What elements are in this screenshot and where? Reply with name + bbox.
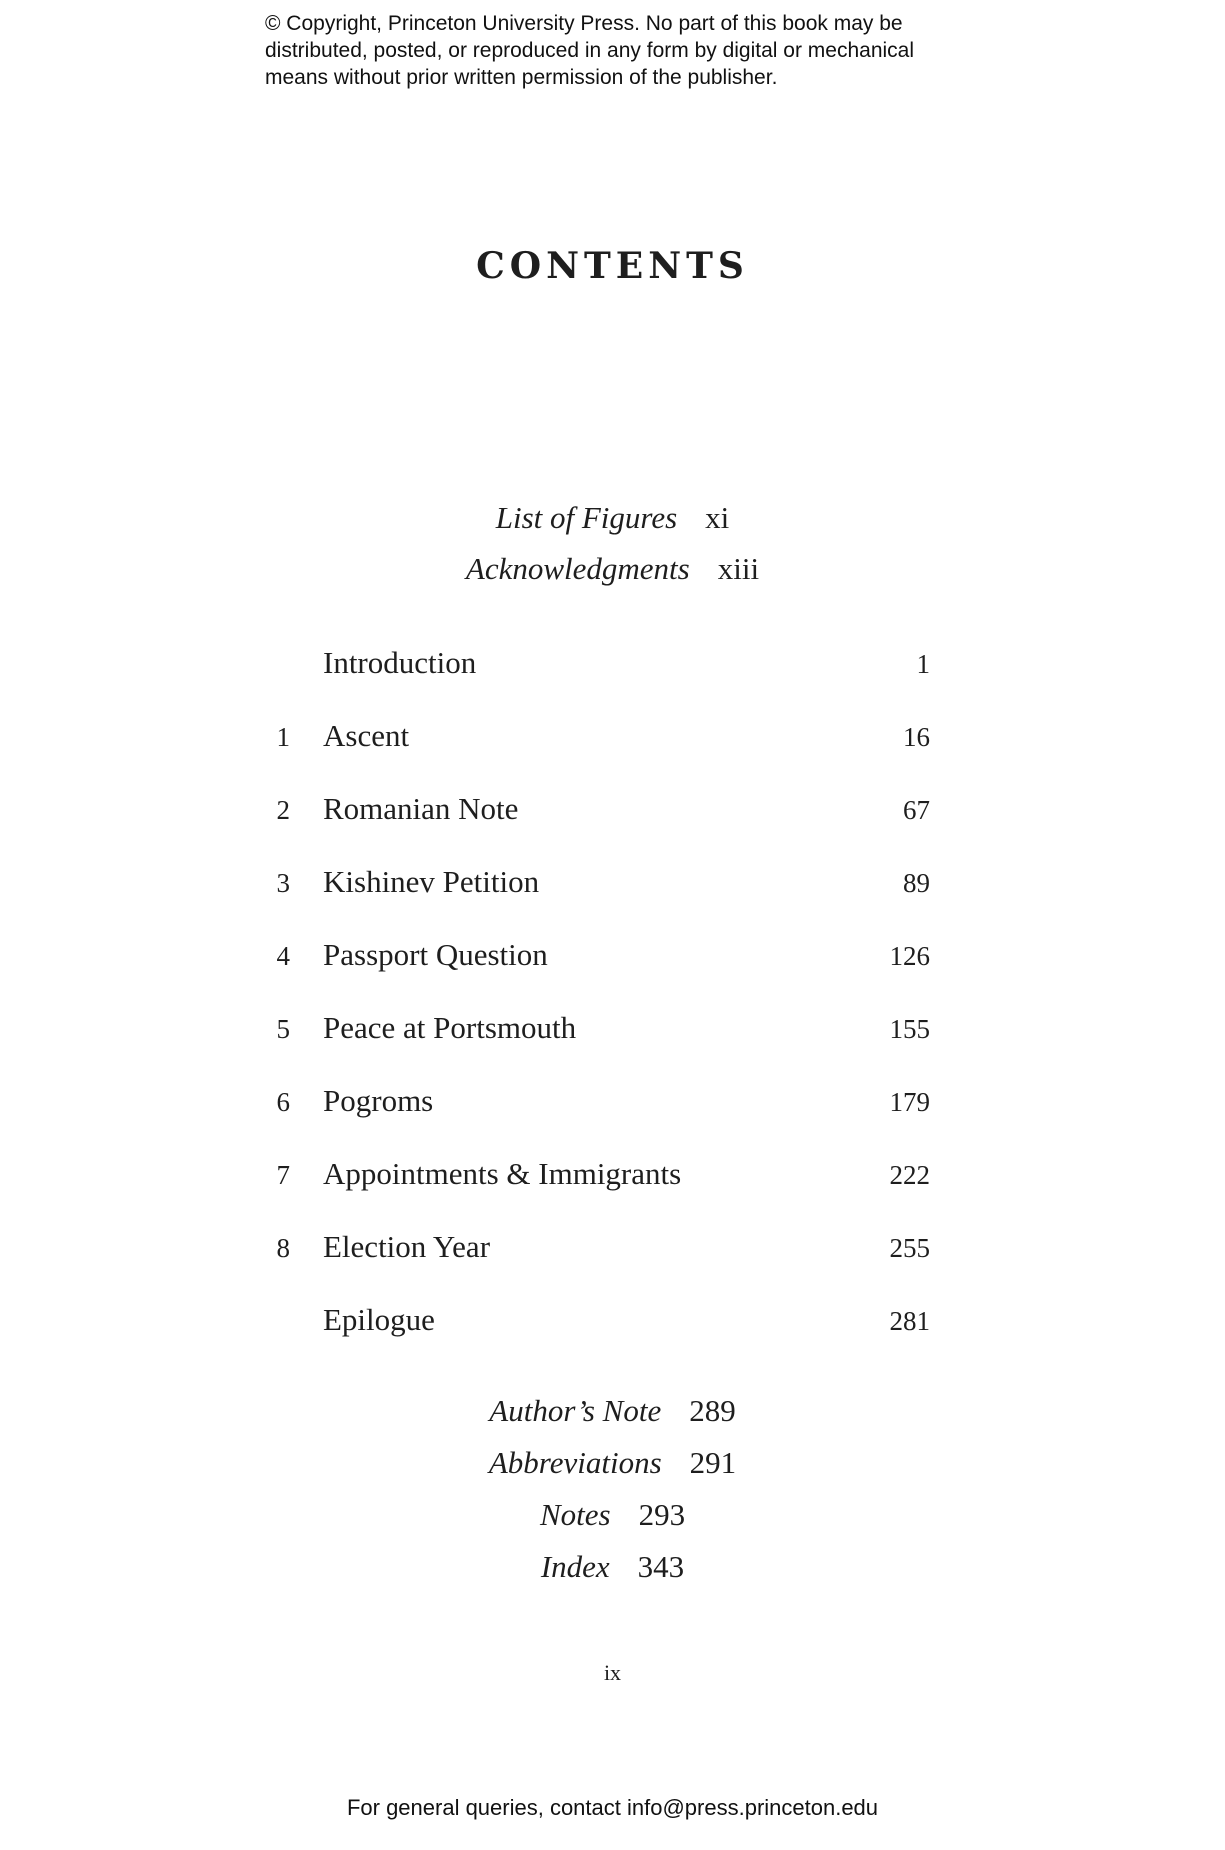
chapter-page: 222 bbox=[889, 1160, 930, 1190]
entry-label: Index bbox=[540, 1549, 610, 1584]
entry-label: Notes bbox=[539, 1497, 611, 1532]
chapter-title: Appointments & Immigrants bbox=[323, 1156, 682, 1191]
chapter-title: Epilogue bbox=[323, 1302, 435, 1337]
chapter-page: 126 bbox=[889, 941, 930, 971]
copyright-line: distributed, posted, or reproduced in any form by digital or mechanical bbox=[265, 39, 915, 62]
back-matter-entry[interactable] bbox=[0, 1393, 1225, 1429]
chapter-page: 255 bbox=[889, 1233, 930, 1263]
chapter-page: 67 bbox=[903, 795, 930, 825]
chapter-title: Kishinev Petition bbox=[323, 864, 540, 899]
chapter-page: 155 bbox=[889, 1014, 930, 1044]
page-number: ix bbox=[603, 1660, 622, 1685]
toc-row[interactable] bbox=[0, 1083, 1225, 1123]
chapter-title: Election Year bbox=[323, 1229, 491, 1264]
chapter-page: 179 bbox=[889, 1087, 930, 1117]
chapter-page: 89 bbox=[903, 868, 930, 898]
entry-page: 343 bbox=[637, 1549, 685, 1584]
entry-page: xiii bbox=[717, 551, 760, 586]
entry-label: Author’s Note bbox=[489, 1393, 662, 1428]
chapter-title: Passport Question bbox=[323, 937, 548, 972]
entry-label: List of Figures bbox=[495, 500, 678, 535]
toc-row[interactable] bbox=[0, 1302, 1225, 1342]
chapter-title: Pogroms bbox=[323, 1083, 434, 1118]
contact-footer: For general queries, contact info@press.princeton.edu bbox=[346, 1795, 879, 1820]
chapter-title: Romanian Note bbox=[323, 791, 519, 826]
front-matter-entry[interactable] bbox=[0, 551, 1225, 587]
chapter-page: 1 bbox=[916, 649, 930, 679]
entry-page: 291 bbox=[689, 1445, 737, 1480]
toc-row[interactable] bbox=[0, 791, 1225, 831]
toc-row[interactable] bbox=[0, 718, 1225, 758]
entry-label: Abbreviations bbox=[488, 1445, 662, 1480]
chapter-number: 7 bbox=[276, 1160, 290, 1190]
back-matter-entry[interactable] bbox=[0, 1549, 1225, 1585]
copyright-notice bbox=[265, 10, 1025, 91]
toc-row[interactable] bbox=[0, 1229, 1225, 1269]
entry-page: 293 bbox=[638, 1497, 686, 1532]
copyright-line: means without prior written permission of the publisher. bbox=[265, 66, 778, 89]
chapter-number: 2 bbox=[276, 795, 290, 825]
toc-row[interactable] bbox=[0, 1156, 1225, 1196]
back-matter-entry[interactable] bbox=[0, 1445, 1225, 1481]
chapter-number: 8 bbox=[276, 1233, 290, 1263]
copyright-line: © Copyright, Princeton University Press. No part of this book may be bbox=[265, 12, 903, 35]
toc-row[interactable] bbox=[0, 1010, 1225, 1050]
chapter-title: Ascent bbox=[323, 718, 410, 753]
chapter-title: Peace at Portsmouth bbox=[323, 1010, 577, 1045]
entry-label: Acknowledgments bbox=[465, 551, 690, 586]
toc-row[interactable] bbox=[0, 937, 1225, 977]
entry-page: xi bbox=[705, 500, 730, 535]
chapter-page: 16 bbox=[903, 722, 930, 752]
entry-page: 289 bbox=[689, 1393, 736, 1428]
back-matter-entry[interactable] bbox=[0, 1497, 1225, 1533]
toc-row[interactable] bbox=[0, 864, 1225, 904]
chapter-number: 4 bbox=[276, 941, 290, 971]
chapter-number: 3 bbox=[276, 868, 290, 898]
chapter-number: 5 bbox=[276, 1014, 290, 1044]
chapter-number: 6 bbox=[276, 1087, 290, 1117]
chapter-title: Introduction bbox=[323, 645, 477, 680]
page-title: CONTENTS bbox=[476, 245, 749, 287]
chapter-page: 281 bbox=[889, 1306, 930, 1336]
toc-row[interactable] bbox=[0, 645, 1225, 685]
chapter-number: 1 bbox=[276, 722, 290, 752]
front-matter-entry[interactable] bbox=[0, 500, 1225, 536]
